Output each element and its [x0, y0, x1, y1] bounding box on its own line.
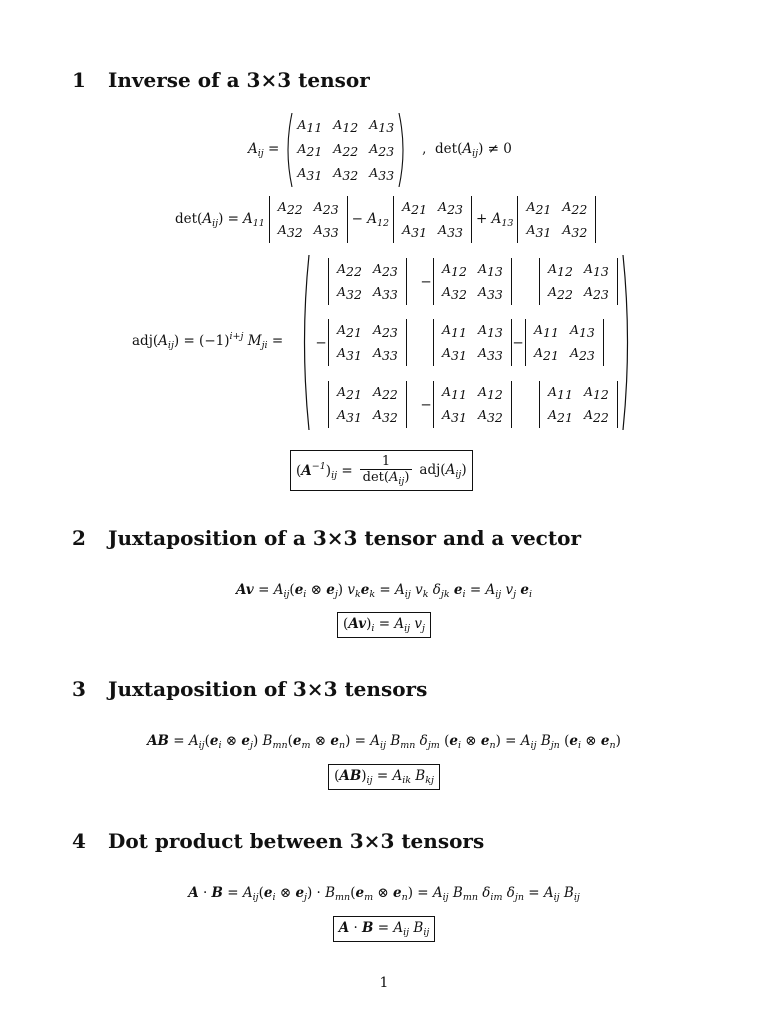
equation: $Av = A_{ij}(e_i$ ⊗ $e_j$) $v_ke_k = A_{ij}$ $v_k$ $\delta_{jk}$ $e_i = A_{ij}$ $v_j$ $e_i$: [235, 582, 533, 600]
inverse-formula: $(A^{-1})_{ij}$ = $\frac{1}{\det(A_{ij})}$ $adj(A_{ij})$: [290, 450, 473, 491]
adj-label: $adj(A_{ij}) = (-1)^{i+j}$ $M_{ji}$ =: [132, 331, 284, 351]
section-title: Inverse of a 3×3 tensor: [108, 68, 370, 92]
boxed-result: $(Av)_i = A_{ij}$ $v_j$: [0, 612, 768, 638]
section-title: Dot product between 3×3 tensors: [108, 829, 485, 853]
page-number: 1: [379, 975, 389, 991]
matrix-entry: A33: [369, 165, 395, 183]
section-heading: [72, 526, 581, 550]
section-title: Juxtaposition of a 3×3 tensor and a vector: [108, 526, 581, 550]
matrix-entry: A22: [333, 141, 359, 159]
equation: AB = $A_{ij}(e_i$ ⊗ $e_j$) $B_{mn}(e_m$ ⊗ $e_n) = A_{ij}$ $B_{mn}$ $\delta_{jm}$ ($e_i$ ⊗ $e_n) = A_{ij}$ $B_{jn}$ ($e_i$ ⊗ $e_n$): [147, 733, 621, 751]
matrix-entry: A11: [297, 117, 323, 135]
det-label: $\det(A_{ij})$ =: [175, 210, 239, 229]
matrix-aij: [283, 113, 408, 187]
section-heading: [72, 829, 484, 853]
equation: $A \cdot B = A_{ij}(e_i$ ⊗ $e_j) \cdot B_{mn}(e_m$ ⊗ $e_n) = A_{ij}$ $B_{mn}$ $\delta_{im}$ $\delta_{jn} = A_{ij}$ $B_{ij}$: [188, 885, 580, 903]
section-number: 3: [72, 677, 86, 701]
section-heading: [72, 68, 370, 92]
section-number: 2: [72, 526, 86, 550]
section-heading: [72, 677, 427, 701]
boxed-result: $A \cdot B = A_{ij}$ $B_{ij}$: [0, 916, 768, 942]
boxed-result: $(AB)_{ij} = A_{ik}$ $B_{kj}$: [0, 764, 768, 790]
matrix-entry: A23: [369, 141, 395, 159]
matrix-entry: A32: [333, 165, 359, 183]
matrix-entry: A31: [297, 165, 323, 183]
section-title: Juxtaposition of 3×3 tensors: [108, 677, 428, 701]
determinant-expansion: $\det(A_{ij})$ = $A_{11}$ A22 A23 A32 A33 − $A_{12}$ A21 A23 A31 A33 + $A_{13}$ A21 A22 A31 A32: [175, 196, 596, 243]
matrix-definition: $A_{ij}$ = A11 A12 A13 A21 A22 A23 A31 A32 A33 , $\det(A_{ij}) \ne 0$: [248, 113, 512, 187]
det-condition: , $\det(A_{ij}) \ne 0$: [422, 141, 512, 159]
section-number: 4: [72, 829, 86, 853]
adjugate-matrix: $adj(A_{ij}) = (-1)^{i+j}$ $M_{ji}$ = A22 A23 A32 A33 − A12 A13 A32 A33 A12 A13 A22 A23 − A21 A23 A31 A33 A11 A13 A31 A33 − A11 A13 A21 A23 A21 A22 A31 A32 − A11 A12 A31 A32 A11 A12 A21 A22: [132, 255, 642, 430]
matrix-entry: A21: [297, 141, 323, 159]
section-number: 1: [72, 68, 86, 92]
matrix-entry: A12: [333, 117, 359, 135]
matrix-entry: A13: [369, 117, 395, 135]
